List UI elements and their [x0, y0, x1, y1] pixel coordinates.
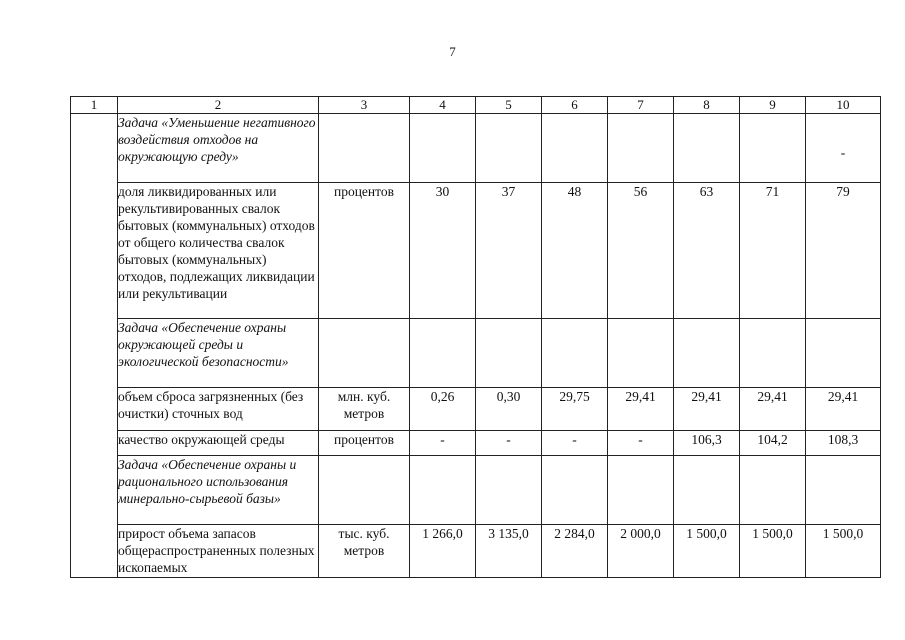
dash-mark: - — [840, 145, 846, 160]
value-cell: 29,41 — [740, 388, 806, 431]
value-cell: 0,26 — [410, 388, 476, 431]
value-cell: 48 — [542, 183, 608, 319]
value-cell: 108,3 — [806, 431, 881, 456]
value-cell: - — [410, 431, 476, 456]
value-cell: 37 — [476, 183, 542, 319]
header-cell: 10 — [806, 97, 881, 114]
row-number-cell — [71, 114, 118, 578]
task-title: Задача «Уменьшение негативного воздействия отходов на окружающую среду» — [118, 114, 319, 183]
value-cell: 106,3 — [674, 431, 740, 456]
indicator-unit: процентов — [319, 183, 410, 319]
value-cell: 1 500,0 — [674, 525, 740, 578]
indicator-unit: млн. куб. метров — [319, 388, 410, 431]
value-cell: 3 135,0 — [476, 525, 542, 578]
value-cell: 29,41 — [806, 388, 881, 431]
indicator-row — [71, 525, 881, 578]
value-cell: 56 — [608, 183, 674, 319]
header-cell: 7 — [608, 97, 674, 114]
value-cell: 63 — [674, 183, 740, 319]
indicator-row — [71, 183, 881, 319]
header-row — [71, 97, 881, 114]
task-row — [71, 114, 881, 183]
indicator-name: объем сброса загрязненных (без очистки) сточных вод — [118, 388, 319, 431]
header-cell: 3 — [319, 97, 410, 114]
task-title: Задача «Обеспечение охраны и рационального использования минерально-сырьевой базы» — [118, 456, 319, 525]
indicator-name: прирост объема запасов общераспространенных полезных ископаемых — [118, 525, 319, 578]
task-row — [71, 319, 881, 388]
value-cell: 1 266,0 — [410, 525, 476, 578]
value-cell: 79 — [806, 183, 881, 319]
indicator-unit: тыс. куб. метров — [319, 525, 410, 578]
value-cell: 71 — [740, 183, 806, 319]
header-cell: 2 — [118, 97, 319, 114]
indicator-unit: процентов — [319, 431, 410, 456]
value-cell: - — [608, 431, 674, 456]
indicator-row — [71, 431, 881, 456]
value-cell: 2 000,0 — [608, 525, 674, 578]
task-row — [71, 456, 881, 525]
indicator-name: качество окружающей среды — [118, 431, 319, 456]
task-title: Задача «Обеспечение охраны окружающей среды и экологической безопасности» — [118, 319, 319, 388]
indicator-name: доля ликвидированных или рекультивированных свалок бытовых (коммунальных) отходов от общего количества свалок бытовых (коммунальных) отходов, подлежащих ликвидации или рекультивации — [118, 183, 319, 319]
value-cell: 30 — [410, 183, 476, 319]
indicator-row — [71, 388, 881, 431]
value-cell: 0,30 — [476, 388, 542, 431]
value-cell: 104,2 — [740, 431, 806, 456]
header-cell: 8 — [674, 97, 740, 114]
indicators-table — [70, 96, 881, 578]
header-cell: 6 — [542, 97, 608, 114]
header-cell: 5 — [476, 97, 542, 114]
header-cell: 9 — [740, 97, 806, 114]
header-cell: 4 — [410, 97, 476, 114]
value-cell: 29,75 — [542, 388, 608, 431]
value-cell: 29,41 — [608, 388, 674, 431]
value-cell: - — [476, 431, 542, 456]
value-cell: 1 500,0 — [806, 525, 881, 578]
value-cell: - — [542, 431, 608, 456]
value-cell: 2 284,0 — [542, 525, 608, 578]
header-cell: 1 — [71, 97, 118, 114]
value-cell: 1 500,0 — [740, 525, 806, 578]
value-cell: 29,41 — [674, 388, 740, 431]
page-number: 7 — [449, 44, 456, 59]
